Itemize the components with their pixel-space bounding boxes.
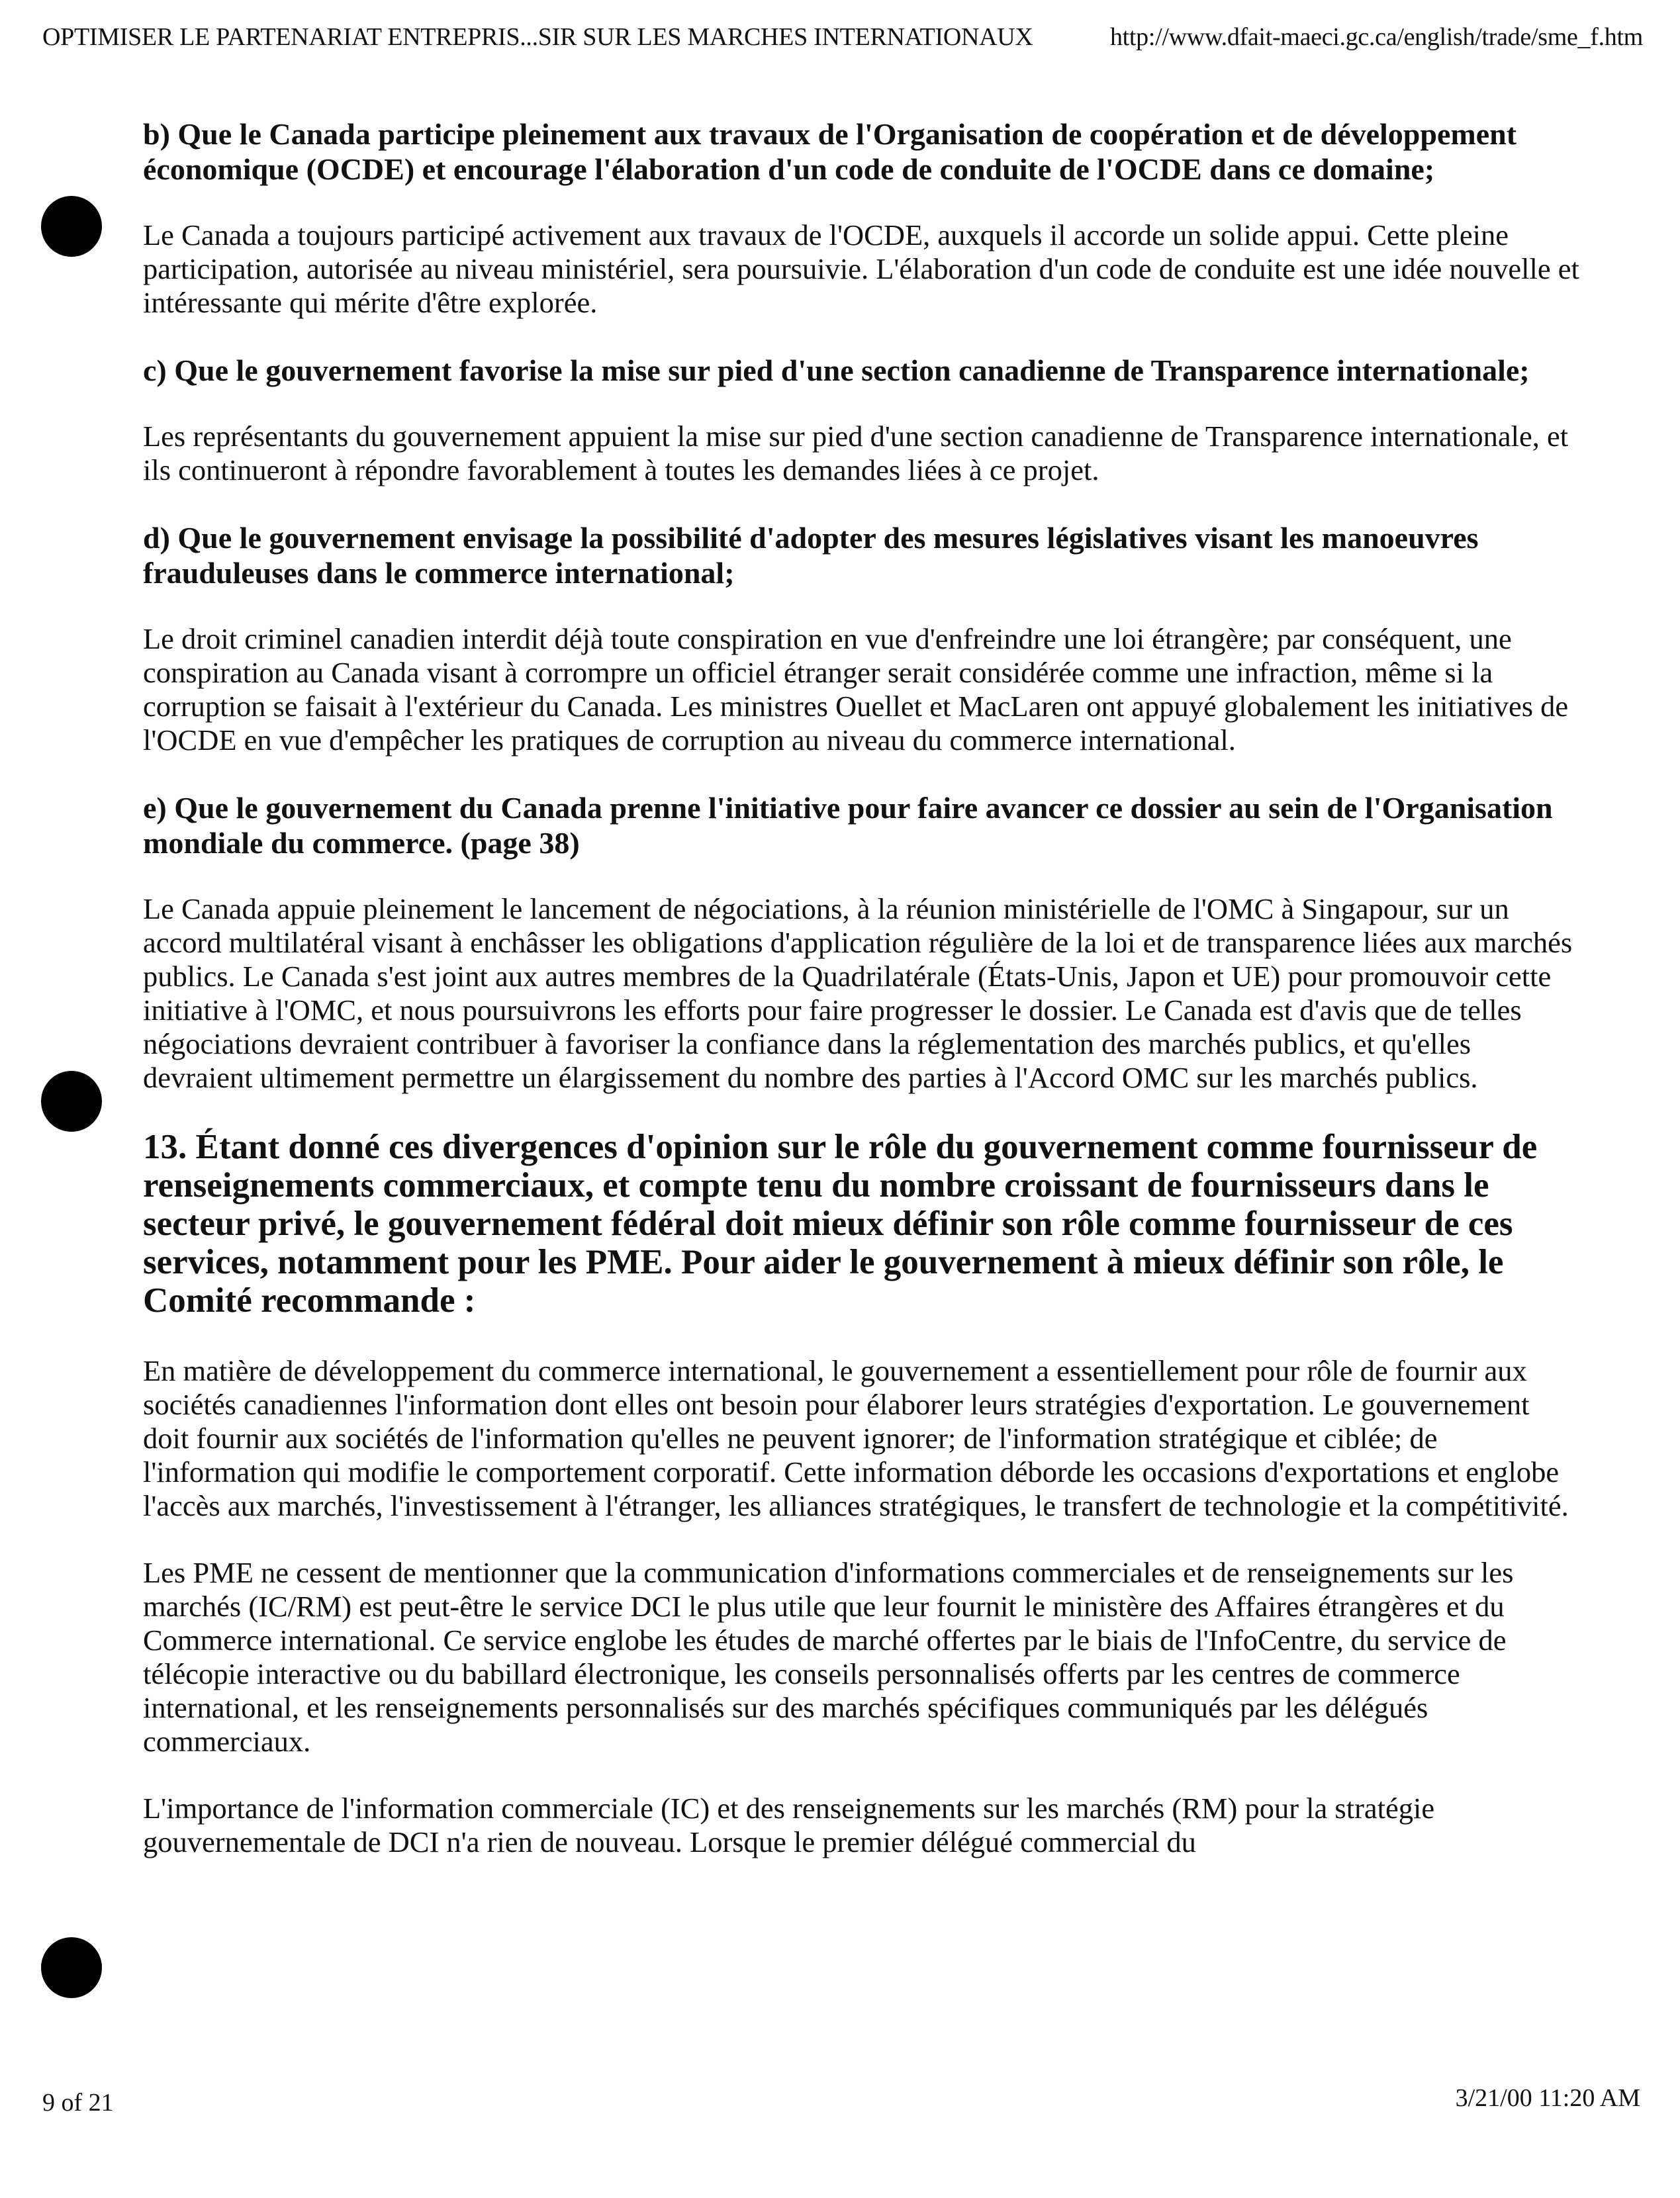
page-number: 9 of 21 bbox=[42, 2089, 114, 2117]
response-c: Les représentants du gouvernement appuient la mise sur pied d'une section canadienne de Transparence internationale, et ils continueront à répondre favorablement à toutes les demandes liées à ce projet. bbox=[143, 420, 1569, 486]
binder-hole-top bbox=[41, 196, 102, 257]
print-timestamp: 3/21/00 11:20 AM bbox=[1455, 2084, 1640, 2112]
document-body bbox=[143, 116, 1579, 1892]
recommendation-b: b) Que le Canada participe pleinement aux travaux de l'Organisation de coopération et de développement économique (OCDE) et encourage l'élaboration d'un code de conduite de l'OCDE dans ce domaine; bbox=[143, 117, 1517, 186]
source-url-header: http://www.dfait-maeci.gc.ca/english/trade/sme_f.htm bbox=[1109, 23, 1643, 51]
binder-hole-bottom bbox=[41, 1937, 102, 1998]
paragraph-ic-rm-importance: L'importance de l'information commerciale (IC) et des renseignements sur les marchés (RM) pour la stratégie gouvernementale de DCI n'a rien de nouveau. Lorsque le premier délégué commercial du bbox=[143, 1792, 1435, 1858]
recommendation-c: c) Que le gouvernement favorise la mise sur pied d'une section canadienne de Transparence internationale; bbox=[143, 353, 1530, 387]
paragraph-trade-role: En matière de développement du commerce international, le gouvernement a essentiellement pour rôle de fournir aux sociétés canadiennes l'information dont elles ont besoin pour élaborer leurs stratégies d'exportation. Le gouvernement doit fournir aux sociétés de l'information qu'elles ne peuvent ignorer; de l'information stratégique et ciblée; de l'information qui modifie le comportement corporatif. Cette information déborde les occasions d'exportations et englobe l'accès aux marchés, l'investissement à l'étranger, les alliances stratégiques, le transfert de technologie et la compétitivité. bbox=[143, 1354, 1569, 1522]
response-e: Le Canada appuie pleinement le lancement de négociations, à la réunion ministérielle de l'OMC à Singapour, sur un accord multilatéral visant à enchâsser les obligations d'application régulière de la loi et de transparence liées aux marchés publics. Le Canada s'est joint aux autres membres de la Quadrilatérale (États-Unis, Japon et UE) pour promouvoir cette initiative à l'OMC, et nous poursuivrons les efforts pour faire progresser le dossier. Le Canada est d'avis que de telles négociations devraient contribuer à favoriser la confiance dans la réglementation des marchés publics, et qu'elles devraient ultimement permettre un élargissement du nombre des parties à l'Accord OMC sur les marchés publics. bbox=[143, 892, 1573, 1094]
response-b: Le Canada a toujours participé activement aux travaux de l'OCDE, auxquels il accorde un solide appui. Cette pleine participation, autorisée au niveau ministériel, sera poursuivie. L'élaboration d'un code de conduite est une idée nouvelle et intéressante qui mérite d'être explorée. bbox=[143, 218, 1579, 319]
binder-hole-middle bbox=[41, 1071, 102, 1132]
recommendation-e: e) Que le gouvernement du Canada prenne l'initiative pour faire avancer ce dossier au sein de l'Organisation mondiale du commerce. (page 38) bbox=[143, 791, 1553, 860]
paragraph-pme-icrm: Les PME ne cessent de mentionner que la communication d'informations commerciales et de renseignements sur les marchés (IC/RM) est peut-être le service DCI le plus utile que leur fournit le ministère des Affaires étrangères et du Commerce international. Ce service englobe les études de marché offertes par le biais de l'InfoCentre, du service de télécopie interactive ou du babillard électronique, les conseils personnalisés offerts par les centres de commerce international, et les renseignements personnalisés sur des marchés spécifiques communiqués par les délégués commerciaux. bbox=[143, 1556, 1514, 1758]
recommendation-d: d) Que le gouvernement envisage la possibilité d'adopter des mesures législatives visant les manoeuvres frauduleuses dans le commerce international; bbox=[143, 521, 1479, 590]
response-d: Le droit criminel canadien interdit déjà toute conspiration en vue d'enfreindre une loi étrangère; par conséquent, une conspiration au Canada visant à corrompre un officiel étranger serait considérée comme une infraction, même si la corruption se faisait à l'extérieur du Canada. Les ministres Ouellet et MacLaren ont appuyé globalement les initiatives de l'OCDE en vue d'empêcher les pratiques de corruption au niveau du commerce international. bbox=[143, 622, 1569, 756]
recommendation-13-heading: 13. Étant donné ces divergences d'opinion sur le rôle du gouvernement comme fournisseur de renseignements commerciaux, et compte tenu du nombre croissant de fournisseurs dans le secteur privé, le gouvernement fédéral doit mieux définir son rôle comme fournisseur de ces services, notamment pour les PME. Pour aider le gouvernement à mieux définir son rôle, le Comité recommande : bbox=[143, 1128, 1538, 1320]
document-title-header: OPTIMISER LE PARTENARIAT ENTREPRIS...SIR SUR LES MARCHES INTERNATIONAUX bbox=[42, 23, 1033, 51]
